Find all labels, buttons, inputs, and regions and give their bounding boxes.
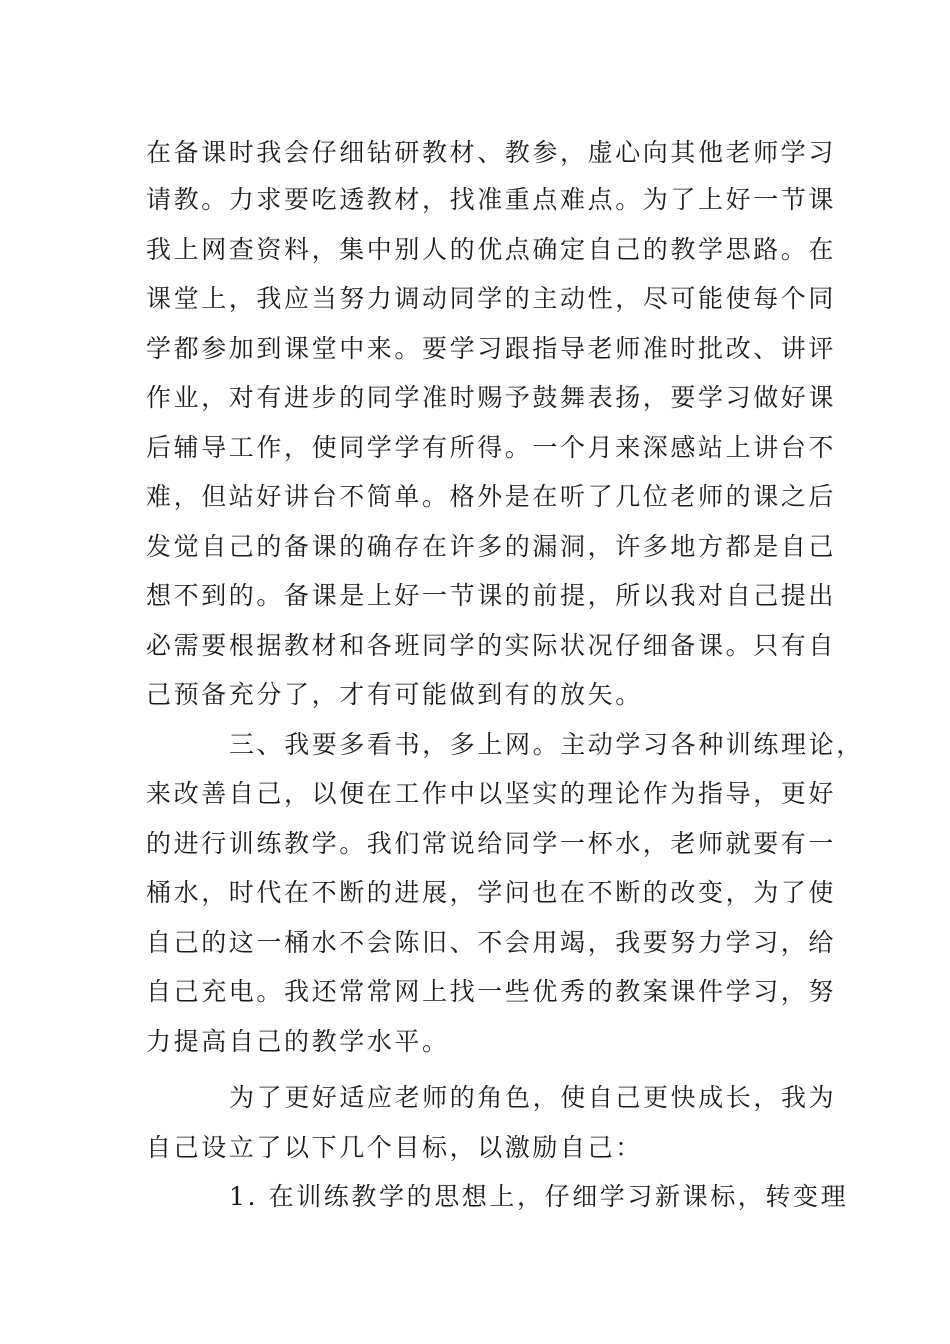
text-line: 学都参加到课堂中来。要学习跟指导老师准时批改、讲评	[146, 334, 837, 363]
text-line: 请教。力求要吃透教材，找准重点难点。为了上好一节课	[146, 185, 837, 214]
text-line: 作业，对有进步的同学准时赐予鼓舞表扬，要学习做好课	[146, 383, 837, 412]
text-line: 桶水，时代在不断的进展，学问也在不断的改变，为了使	[146, 878, 837, 907]
list-item-line: 1. 在训练教学的思想上，仔细学习新课标，转变理	[229, 1182, 849, 1211]
text-line: 的进行训练教学。我们常说给同学一杯水，老师就要有一	[146, 829, 837, 858]
text-line: 己预备充分了，才有可能做到有的放矢。	[146, 680, 643, 709]
text-line: 来改善自己，以便在工作中以坚实的理论作为指导，更好	[146, 779, 837, 808]
text-line: 课堂上，我应当努力调动同学的主动性，尽可能使每个同	[146, 284, 837, 313]
text-line: 我上网查资料，集中别人的优点确定自己的教学思路。在	[146, 235, 837, 264]
paragraph-start-line: 三、我要多看书，多上网。主动学习各种训练理论，	[229, 730, 864, 759]
text-line: 自己充电。我还常常网上找一些优秀的教案课件学习，努	[146, 977, 837, 1006]
text-line: 在备课时我会仔细钻研教材、教参，虚心向其他老师学习	[146, 138, 837, 167]
text-line: 想不到的。备课是上好一节课的前提，所以我对自己提出	[146, 581, 837, 610]
text-line: 必需要根据教材和各班同学的实际状况仔细备课。只有自	[146, 631, 837, 660]
text-line: 自己设立了以下几个目标，以激励自己：	[146, 1133, 643, 1162]
text-line: 力提高自己的教学水平。	[146, 1027, 450, 1056]
text-line: 自己的这一桶水不会陈旧、不会用竭，我要努力学习，给	[146, 928, 837, 957]
text-line: 难，但站好讲台不简单。格外是在听了几位老师的课之后	[146, 482, 837, 511]
paragraph-start-line: 为了更好适应老师的角色，使自己更快成长，我为	[229, 1083, 837, 1112]
text-line: 发觉自己的备课的确存在许多的漏洞，许多地方都是自己	[146, 532, 837, 561]
text-line: 后辅导工作，使同学学有所得。一个月来深感站上讲台不	[146, 433, 837, 462]
